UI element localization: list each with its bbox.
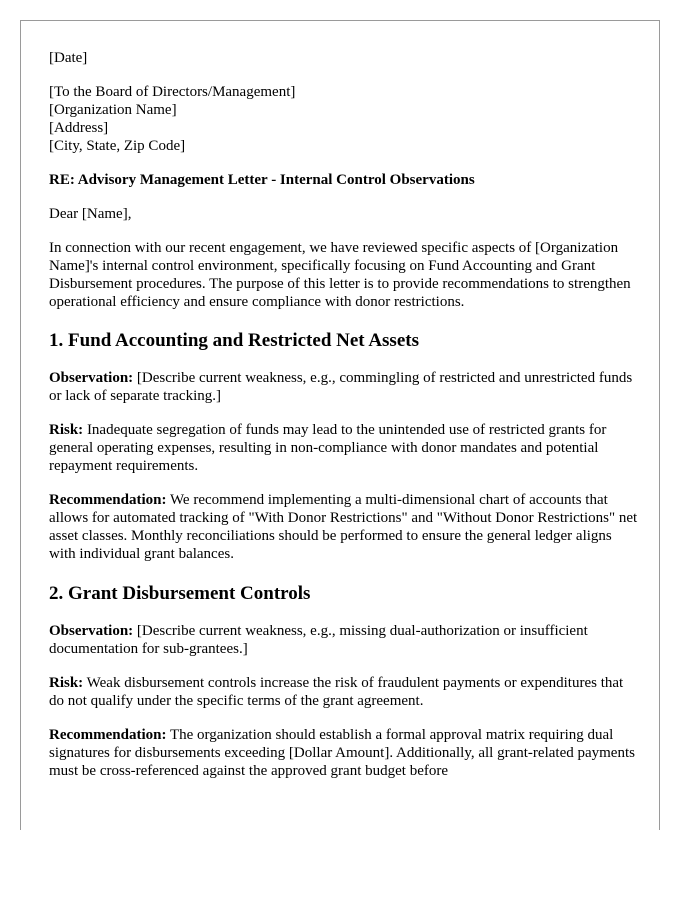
observation-label: Observation:	[49, 370, 134, 386]
observation-label: Observation:	[49, 623, 134, 639]
intro-paragraph: In connection with our recent engagement, we have reviewed specific aspects of [Organization Name]'s internal control environment, specifically focusing on Fund Accounting and Grant Disbursement procedures. The purpose of this letter is to provide recommendations to strengthen operational efficiency and ensure compliance with donor restrictions.	[49, 240, 631, 310]
recommendation-text: The organization should establish a formal approval matrix requiring dual signatures for disbursements exceeding [Dollar Amount]. Additionally, all grant-related payments must be cross-referenced against the approved grant budget before	[49, 727, 635, 779]
observation-paragraph	[49, 369, 639, 405]
recommendation-label: Recommendation:	[49, 727, 167, 743]
observation-paragraph	[49, 622, 639, 658]
recommendation-text: We recommend implementing a multi-dimensional chart of accounts that allows for automated tracking of "With Donor Restrictions" and "Without Donor Restrictions" net asset classes. Monthly reconciliations should be performed to ensure the general ledger aligns with individual grant balances.	[49, 492, 638, 562]
risk-paragraph	[49, 421, 639, 475]
letter-body	[49, 49, 639, 780]
section-heading: 2. Grant Disbursement Controls	[49, 583, 311, 604]
letter-page	[20, 20, 660, 830]
risk-text: Inadequate segregation of funds may lead to the unintended use of restricted grants for general operating expenses, resulting in non-compliance with donor mandates and potential repayment requirements.	[49, 422, 607, 474]
risk-text: Weak disbursement controls increase the risk of fraudulent payments or expenditures that do not qualify under the specific terms of the grant agreement.	[49, 675, 624, 709]
recipient-line: [To the Board of Directors/Management]	[49, 84, 296, 100]
risk-label: Risk:	[49, 422, 84, 438]
recommendation-paragraph	[49, 726, 639, 780]
letter-date: [Date]	[49, 50, 88, 66]
recipient-line: [Organization Name]	[49, 102, 177, 118]
recommendation-paragraph	[49, 491, 639, 563]
risk-paragraph	[49, 674, 639, 710]
recommendation-label: Recommendation:	[49, 492, 167, 508]
section-heading: 1. Fund Accounting and Restricted Net Assets	[49, 330, 419, 351]
observation-text: [Describe current weakness, e.g., missing dual-authorization or insufficient documentation for sub-grantees.]	[49, 623, 588, 657]
recipient-address	[49, 83, 639, 155]
recipient-line: [Address]	[49, 120, 109, 136]
observation-text: [Describe current weakness, e.g., commingling of restricted and unrestricted funds or lack of separate tracking.]	[49, 370, 633, 404]
subject-line: RE: Advisory Management Letter - Internal Control Observations	[49, 172, 475, 188]
salutation: Dear [Name],	[49, 206, 132, 222]
recipient-line: [City, State, Zip Code]	[49, 138, 186, 154]
risk-label: Risk:	[49, 675, 84, 691]
